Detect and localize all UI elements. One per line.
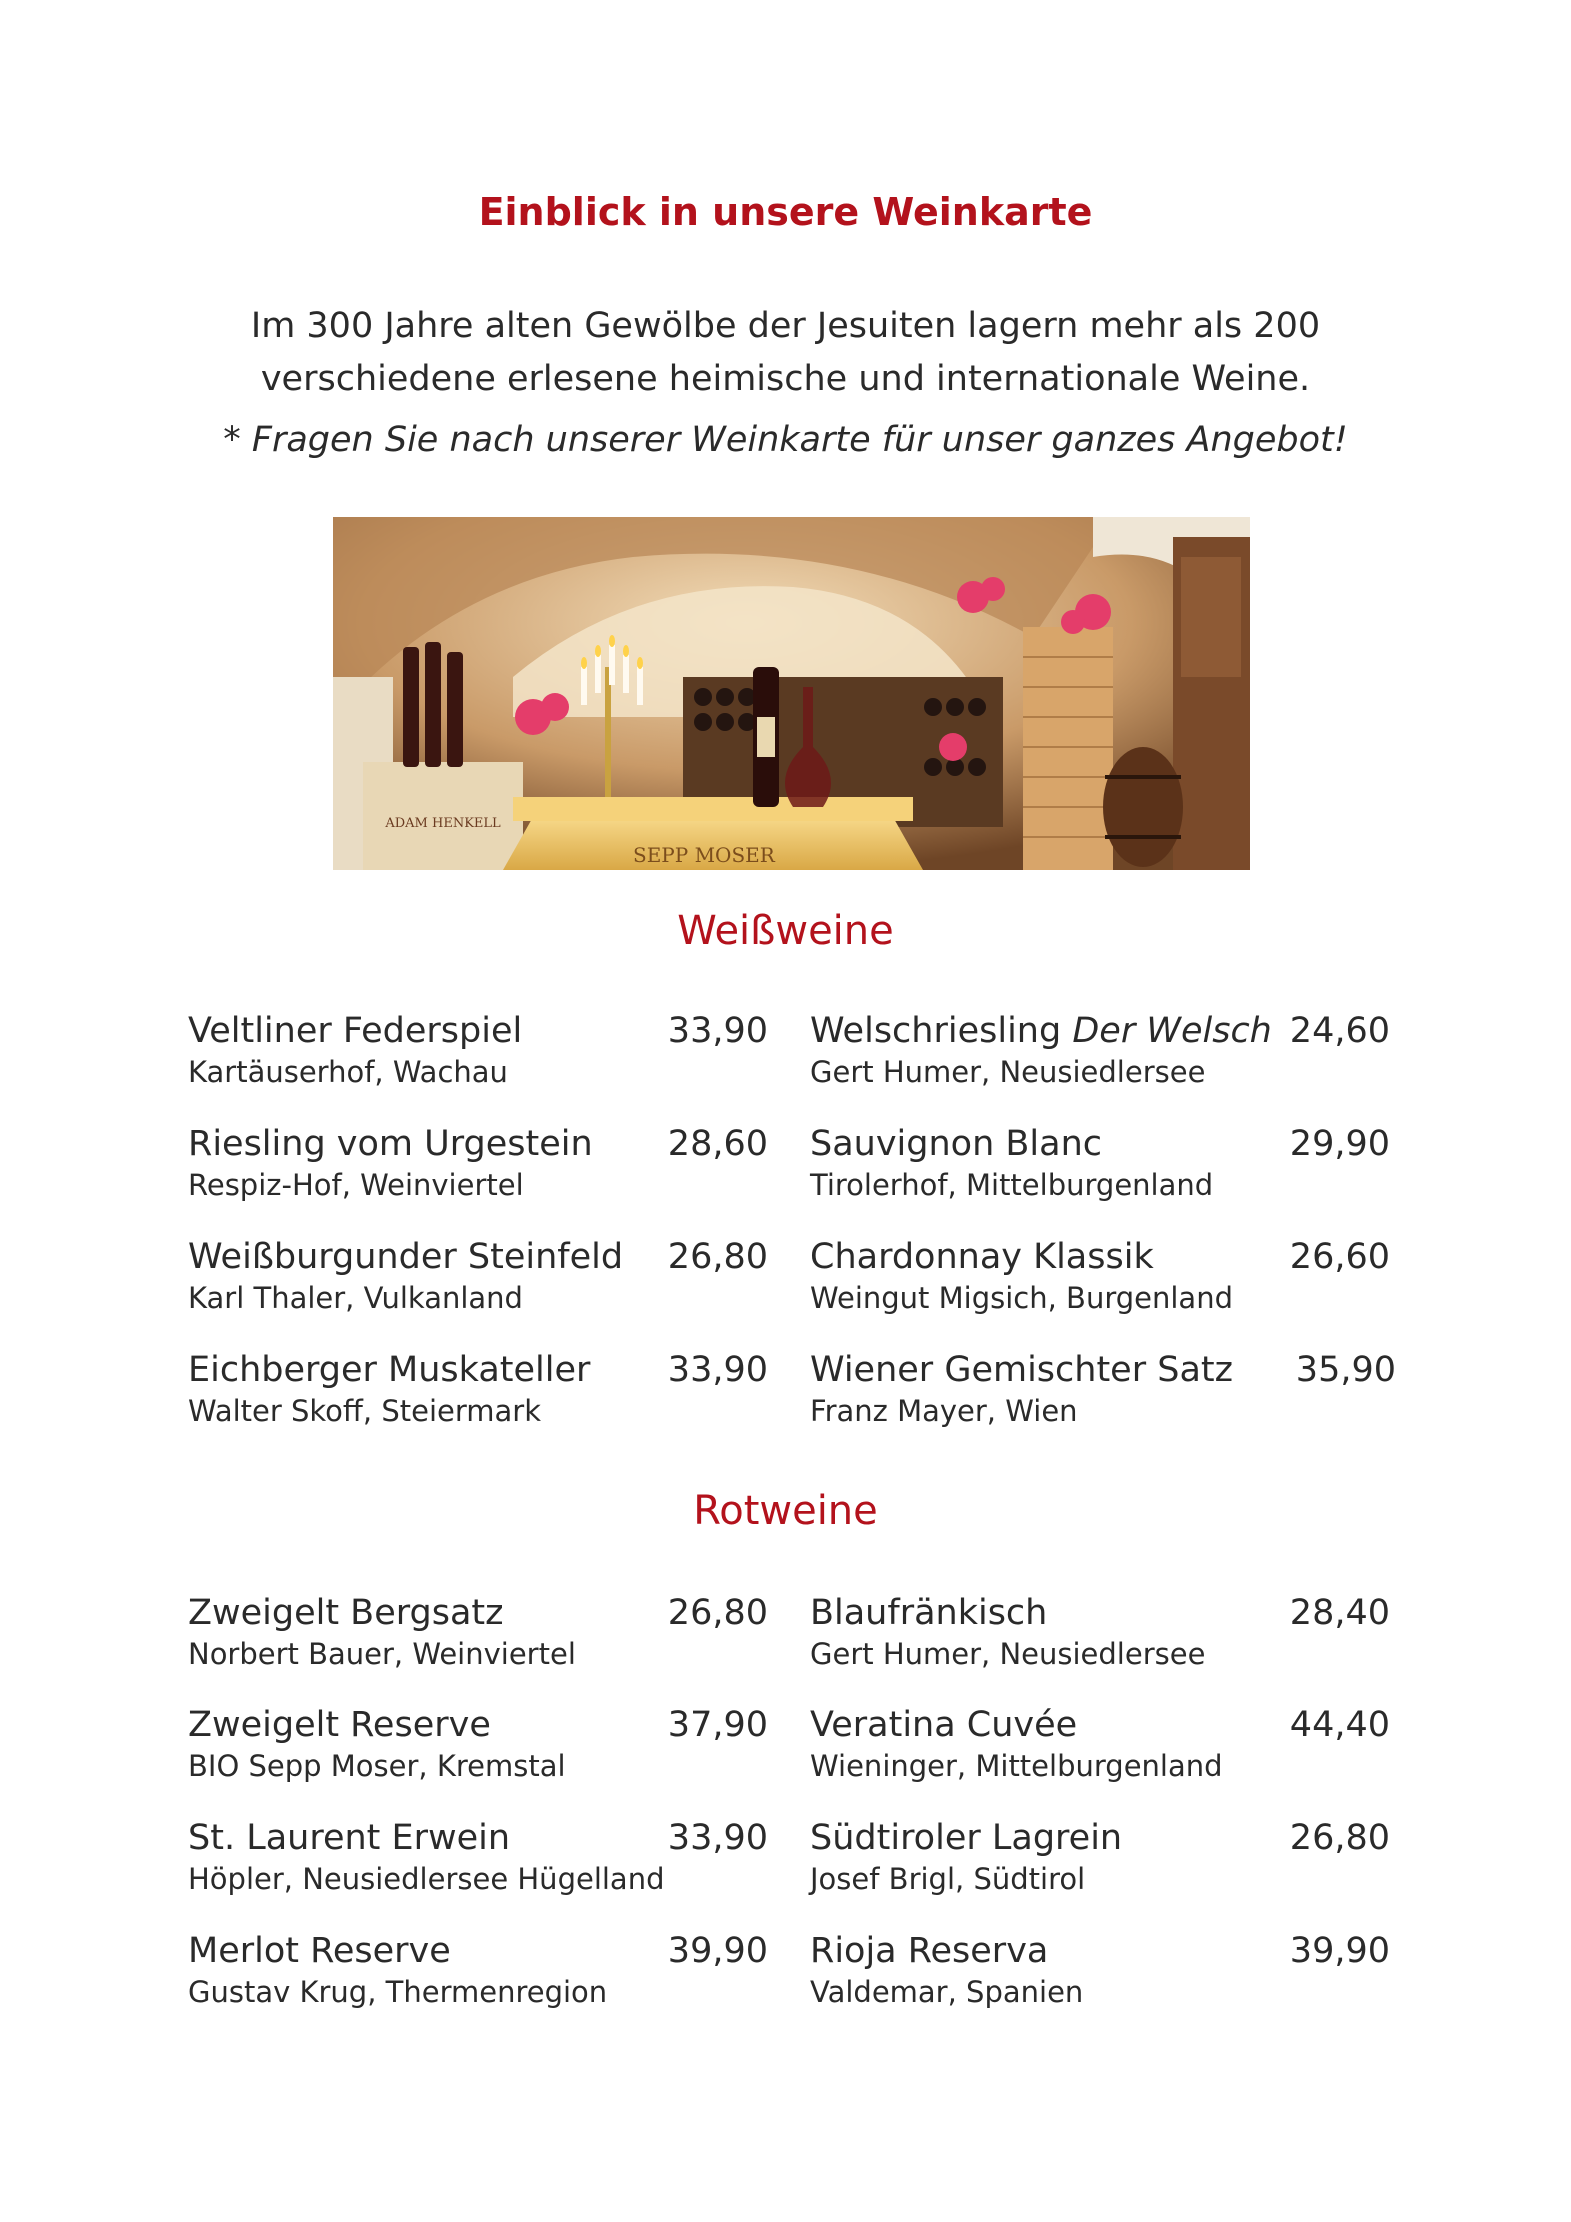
wine-price: 44,40 [1289, 1705, 1390, 1745]
box-label-moser: SEPP MOSER [633, 843, 775, 867]
wine-producer: Josef Brigl, Südtirol [810, 1862, 1086, 1896]
wine-name-main: Welschriesling [810, 1011, 1073, 1051]
page-title: Einblick in unsere Weinkarte [478, 190, 1093, 234]
wine-price: 26,80 [1289, 1818, 1390, 1858]
wine-name [810, 1011, 1272, 1051]
wine-name: Rioja Reserva [810, 1931, 1049, 1971]
wine-item [188, 1705, 566, 1783]
wine-item [810, 1818, 1122, 1896]
wine-producer: Wieninger, Mittelburgenland [810, 1749, 1223, 1783]
wine-price: 24,60 [1289, 1011, 1390, 1051]
wine-name: Wiener Gemischter Satz [810, 1350, 1233, 1390]
wine-producer: Norbert Bauer, Weinviertel [188, 1637, 576, 1671]
wine-cellar-photo [333, 517, 1250, 870]
wine-name: Weißburgunder Steinfeld [188, 1237, 624, 1277]
wine-name: Chardonnay Klassik [810, 1237, 1154, 1277]
wine-item [810, 1931, 1083, 2009]
wine-producer: Valdemar, Spanien [810, 1975, 1084, 2009]
wine-producer: Gert Humer, Neusiedlersee [810, 1055, 1206, 1089]
section-heading-white-wines: Weißweine [677, 908, 894, 954]
wine-item [188, 1124, 593, 1202]
wine-item [188, 1818, 665, 1896]
wine-producer: BIO Sepp Moser, Kremstal [188, 1749, 566, 1783]
wine-name: Veltliner Federspiel [188, 1011, 523, 1051]
wine-name: Südtiroler Lagrein [810, 1818, 1123, 1858]
wine-cellar-illustration [333, 517, 1250, 870]
wine-producer: Höpler, Neusiedlersee Hügelland [188, 1862, 665, 1896]
wine-price: 33,90 [667, 1350, 768, 1390]
wine-list-note: * Fragen Sie nach unserer Weinkarte für unser ganzes Angebot! [223, 420, 1348, 460]
box-label-henkell: ADAM HENKELL [385, 816, 501, 831]
wine-price: 35,90 [1295, 1350, 1396, 1390]
wine-name: Eichberger Muskateller [188, 1350, 591, 1390]
wine-name: Riesling vom Urgestein [188, 1124, 593, 1164]
wine-price: 26,60 [1289, 1237, 1390, 1277]
wine-producer: Franz Mayer, Wien [810, 1394, 1078, 1428]
wine-item [188, 1011, 522, 1089]
wine-price: 29,90 [1289, 1124, 1390, 1164]
wine-producer: Weingut Migsich, Burgenland [810, 1281, 1233, 1315]
wine-item [810, 1593, 1205, 1671]
wine-item [810, 1705, 1223, 1783]
wine-item [188, 1350, 590, 1428]
wine-producer: Gert Humer, Neusiedlersee [810, 1637, 1206, 1671]
wine-item [188, 1237, 623, 1315]
wine-price: 39,90 [1289, 1931, 1390, 1971]
wine-price: 33,90 [667, 1818, 768, 1858]
wine-name-italic: Der Welsch [1072, 1011, 1272, 1051]
wine-producer: Walter Skoff, Steiermark [188, 1394, 541, 1428]
wine-name: St. Laurent Erwein [188, 1818, 511, 1858]
wine-item [810, 1237, 1233, 1315]
wine-item [188, 1593, 576, 1671]
wine-item [810, 1124, 1213, 1202]
wine-name: Blaufränkisch [810, 1593, 1048, 1633]
wine-price: 39,90 [667, 1931, 768, 1971]
wine-producer: Tirolerhof, Mittelburgenland [810, 1168, 1214, 1202]
wine-name: Veratina Cuvée [810, 1705, 1078, 1745]
wine-price: 33,90 [667, 1011, 768, 1051]
wine-name: Merlot Reserve [188, 1931, 451, 1971]
wine-price: 28,60 [667, 1124, 768, 1164]
wine-name: Zweigelt Bergsatz [188, 1593, 504, 1633]
section-heading-red-wines: Rotweine [693, 1488, 878, 1534]
wine-item [188, 1931, 607, 2009]
wine-price: 26,80 [667, 1237, 768, 1277]
wine-producer: Gustav Krug, Thermenregion [188, 1975, 608, 2009]
intro-line-2: verschiedene erlesene heimische und internationale Weine. [260, 359, 1311, 399]
wine-producer: Kartäuserhof, Wachau [188, 1055, 508, 1089]
intro-line-1: Im 300 Jahre alten Gewölbe der Jesuiten lagern mehr als 200 [250, 306, 1321, 346]
wine-item [810, 1011, 1272, 1089]
wine-price: 37,90 [667, 1705, 768, 1745]
wine-price: 28,40 [1289, 1593, 1390, 1633]
intro-text [0, 300, 1571, 406]
wine-name: Sauvignon Blanc [810, 1124, 1103, 1164]
wine-name: Zweigelt Reserve [188, 1705, 491, 1745]
wine-item [810, 1350, 1233, 1428]
wine-price: 26,80 [667, 1593, 768, 1633]
wine-producer: Karl Thaler, Vulkanland [188, 1281, 523, 1315]
wine-producer: Respiz-Hof, Weinviertel [188, 1168, 524, 1202]
